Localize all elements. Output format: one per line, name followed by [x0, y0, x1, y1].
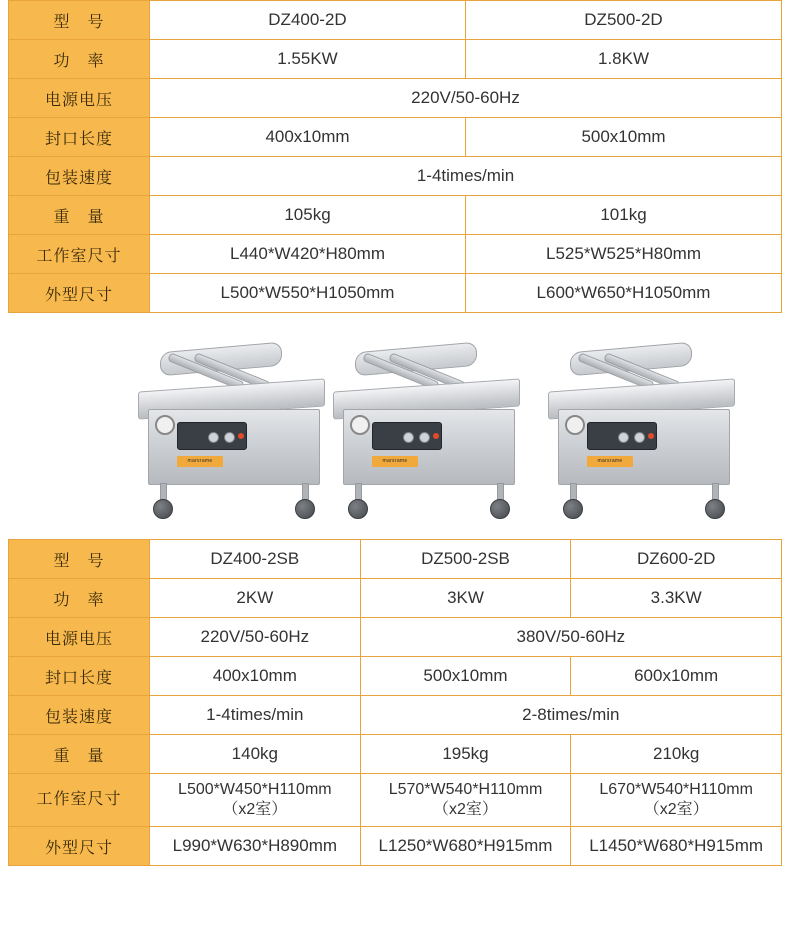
row-label: 重 量	[9, 196, 150, 235]
table-cell: 2KW	[150, 579, 361, 618]
table-cell: L600*W650*H1050mm	[466, 274, 782, 313]
table-row	[9, 79, 782, 118]
table-cell: DZ400-2D	[150, 1, 466, 40]
table-row	[9, 235, 782, 274]
row-label: 包装速度	[9, 696, 150, 735]
knob-icon	[634, 432, 645, 443]
table-cell: 195kg	[360, 735, 571, 774]
brand-label: marsrame	[177, 456, 223, 467]
row-label: 封口长度	[9, 118, 150, 157]
knob-icon	[403, 432, 414, 443]
table-row	[9, 774, 782, 827]
table-cell: 210kg	[571, 735, 782, 774]
table-cell: L500*W450*H110mm （x2室）	[150, 774, 361, 827]
table-cell: 101kg	[466, 196, 782, 235]
caster-wheel-icon	[153, 499, 173, 519]
table-cell: 400x10mm	[150, 657, 361, 696]
row-label: 功 率	[9, 40, 150, 79]
control-panel	[177, 422, 247, 450]
row-label: 外型尺寸	[9, 274, 150, 313]
table-row	[9, 735, 782, 774]
caster-wheel-icon	[563, 499, 583, 519]
led-indicator-icon	[238, 433, 244, 439]
row-label: 电源电压	[9, 618, 150, 657]
table-cell: 1-4times/min	[150, 696, 361, 735]
table-cell: 380V/50-60Hz	[360, 618, 781, 657]
table-cell: DZ600-2D	[571, 540, 782, 579]
row-label: 工作室尺寸	[9, 235, 150, 274]
table-cell: 600x10mm	[571, 657, 782, 696]
table-cell: L440*W420*H80mm	[150, 235, 466, 274]
row-label: 重 量	[9, 735, 150, 774]
table-row	[9, 657, 782, 696]
table-cell: 500x10mm	[360, 657, 571, 696]
caster-wheel-icon	[348, 499, 368, 519]
machine-body	[558, 409, 730, 485]
table-row	[9, 1, 782, 40]
table-cell: L570*W540*H110mm （x2室）	[360, 774, 571, 827]
caster-wheel-icon	[705, 499, 725, 519]
table-row	[9, 196, 782, 235]
table-cell: 400x10mm	[150, 118, 466, 157]
knob-icon	[618, 432, 629, 443]
table-cell: 1-4times/min	[150, 157, 782, 196]
machine-body	[343, 409, 515, 485]
table-row	[9, 118, 782, 157]
table-row	[9, 540, 782, 579]
table-cell: 500x10mm	[466, 118, 782, 157]
machine-body	[148, 409, 320, 485]
table-row	[9, 157, 782, 196]
table-cell: L1250*W680*H915mm	[360, 827, 571, 866]
table-cell: DZ400-2SB	[150, 540, 361, 579]
knob-icon	[419, 432, 430, 443]
table-cell: L670*W540*H110mm （x2室）	[571, 774, 782, 827]
row-label: 功 率	[9, 579, 150, 618]
row-label: 包装速度	[9, 157, 150, 196]
control-panel	[587, 422, 657, 450]
table-row	[9, 827, 782, 866]
row-label: 外型尺寸	[9, 827, 150, 866]
caster-wheel-icon	[295, 499, 315, 519]
table-cell: DZ500-2SB	[360, 540, 571, 579]
table-cell: L525*W525*H80mm	[466, 235, 782, 274]
table-cell: L1450*W680*H915mm	[571, 827, 782, 866]
row-label: 工作室尺寸	[9, 774, 150, 827]
machine-photo-1	[130, 327, 350, 522]
row-label: 型 号	[9, 540, 150, 579]
table-cell: L990*W630*H890mm	[150, 827, 361, 866]
pressure-gauge-icon	[350, 415, 370, 435]
machine-photo-3	[540, 327, 760, 522]
table-cell: 3.3KW	[571, 579, 782, 618]
table-cell: 220V/50-60Hz	[150, 79, 782, 118]
table-cell: 140kg	[150, 735, 361, 774]
brand-label: marsrame	[372, 456, 418, 467]
table-cell: 1.55KW	[150, 40, 466, 79]
caster-wheel-icon	[490, 499, 510, 519]
row-label: 型 号	[9, 1, 150, 40]
spec-table-bottom	[8, 539, 782, 866]
table-row	[9, 274, 782, 313]
brand-label: marsrame	[587, 456, 633, 467]
knob-icon	[224, 432, 235, 443]
pressure-gauge-icon	[565, 415, 585, 435]
table-cell: 1.8KW	[466, 40, 782, 79]
spec-table-top	[8, 0, 782, 313]
row-label: 电源电压	[9, 79, 150, 118]
table-cell: 220V/50-60Hz	[150, 618, 361, 657]
led-indicator-icon	[433, 433, 439, 439]
table-row	[9, 696, 782, 735]
control-panel	[372, 422, 442, 450]
table-row	[9, 40, 782, 79]
table-cell: L500*W550*H1050mm	[150, 274, 466, 313]
pressure-gauge-icon	[155, 415, 175, 435]
table-cell: 105kg	[150, 196, 466, 235]
knob-icon	[208, 432, 219, 443]
table-row	[9, 618, 782, 657]
table-row	[9, 579, 782, 618]
machine-photo-2	[325, 327, 545, 522]
row-label: 封口长度	[9, 657, 150, 696]
table-cell: 2-8times/min	[360, 696, 781, 735]
led-indicator-icon	[648, 433, 654, 439]
table-cell: 3KW	[360, 579, 571, 618]
table-cell: DZ500-2D	[466, 1, 782, 40]
product-image-row	[0, 327, 790, 527]
